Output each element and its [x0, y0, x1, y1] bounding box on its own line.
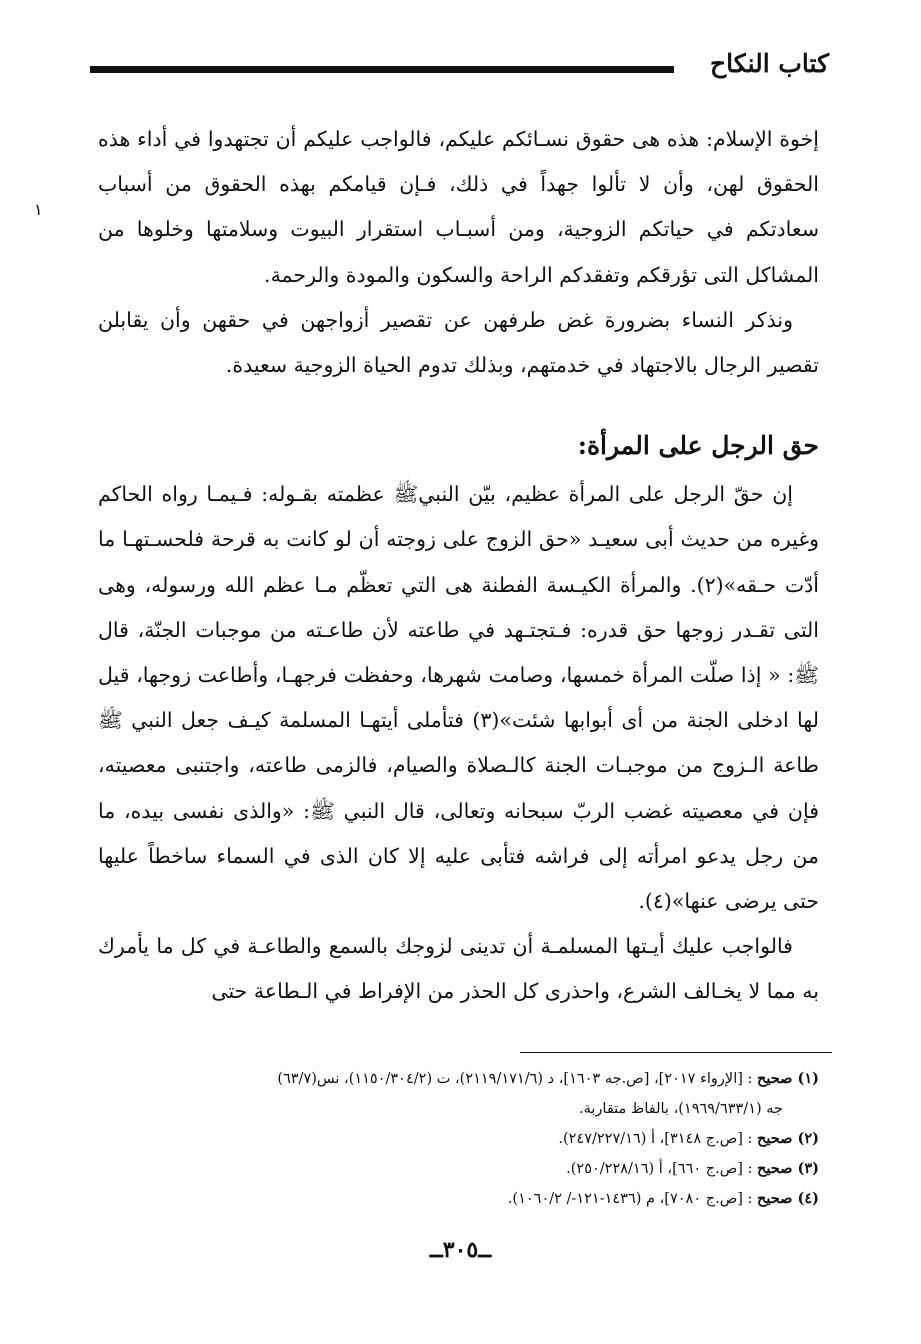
footnote-2-text: : [ص.ج ٣١٤٨]، أ (٢٤٧/٢٢٧/١٦).	[558, 1131, 753, 1147]
footnote-1-label: (١) صحيح	[757, 1070, 819, 1087]
paragraph-2: ونذكر النساء بضرورة غض طرفهن عن تقصير أزواجهن في حقهن وأن يقابلن تقصير الرجال بالاجتهاد في خدمتهم، وبذلك تدوم الحياة الزوجية سعيدة.	[98, 307, 819, 378]
running-header	[90, 46, 829, 90]
footnotes	[98, 1064, 819, 1214]
running-title: كتاب النكاح	[710, 49, 829, 78]
footnote-4	[98, 1184, 819, 1214]
body-text	[98, 117, 819, 1015]
footnote-1-text: : [الإرواء ٢٠١٧]، [ص.جه ١٦٠٣]، د (٢١١٩/١٧١/٦)، ت (١١٥٠/٣٠٤/٢)، نس(٦٣/٧)	[277, 1071, 753, 1087]
paragraph-3: إن حقّ الرجل على المرأة عظيم، بيّن النبيﷺ عظمته بقـوله: فـيمـا رواه الحاكم وغيره من حديث أبى سعيـد «حق الزوج على زوجته أن لو كانت به قرحة فلحسـتهـا ما أدّت حـقه»(٢). والمرأة الكيـسة الفطنة هى التي تعظّم مـا عظم الله ورسوله، وهى التى تقـدر زوجها حق قدره: فـتجتـهد في طاعته لأن طاعـته من موجبات الجنّة، قال ﷺ: « إذا صلّت المرأة خمسها، وصامت شهرها، وحفظت فرجهـا، وأطاعت زوجها، قيل لها ادخلى الجنة من أى أبوابها شئت»(٣) فتأملى أيتهـا المسلمة كيـف جعل النبي ﷺ طاعة الـزوج من موجبـات الجنة كالـصلاة والصيام، فالزمى طاعته، واجتنبى معصيته، فإن في معصيته غضب الربّ سبحانه وتعالى، قال النبي ﷺ: «والذى نفسى بيده، ما من رجل يدعو امرأته إلى فراشه فتأبى عليه إلا كان الذى في السماء ساخطاً عليها حتى يرضى عنها»(٤).	[98, 482, 819, 914]
page-number: ــ٣٠٥ــ	[429, 1237, 492, 1263]
header-rule	[90, 66, 674, 73]
footnote-2-label: (٢) صحيح	[757, 1130, 819, 1147]
footnote-3	[98, 1154, 819, 1184]
footnote-3-text: : [ص.ج ٦٦٠]، أ (٢٥٠/٢٢٨/١٦).	[566, 1161, 753, 1177]
footnote-4-text: : [ص.ج ٧٠٨٠]، م (١٤٣٦-١٢١-/ ١٠٦٠/٢).	[507, 1191, 753, 1207]
footnote-2	[98, 1124, 819, 1154]
paragraph-1: إخوة الإسلام: هذه هى حقوق نسـائكم عليكم، فالواجب عليكم أن تجتهدوا في أداء هذه الحقوق لهن، وأن لا تألوا جهداً في ذلك، فـإن قيامكم بهذه الحقوق من أسباب سعادتكم في حياتكم الزوجية، ومن أسبـاب استقرار البيوت وسلامتها وخلوها من المشاكل التى تؤرقكم وتفقدكم الراحة والسكون والمودة والرحمة.	[98, 127, 819, 287]
footnote-4-label: (٤) صحيح	[757, 1190, 819, 1207]
margin-mark: ١	[34, 200, 43, 219]
footnote-1	[98, 1064, 819, 1094]
footnote-rule	[520, 1052, 832, 1053]
paragraph-4: فالواجب عليك أيـتها المسلمـة أن تدينى لزوجك بالسمع والطاعـة في كل ما يأمرك به مما لا يخـالف الشرع، واحذرى كل الحذر من الإفراط في الـطاعة حتى	[98, 934, 819, 1004]
footnote-3-label: (٣) صحيح	[757, 1160, 819, 1177]
section-heading: حق الرجل على المرأة:	[577, 431, 819, 461]
footnote-1-continuation: جه (١٩٦٩/٦٣٣/١)، بالفاظ متقاربة.	[579, 1101, 783, 1117]
